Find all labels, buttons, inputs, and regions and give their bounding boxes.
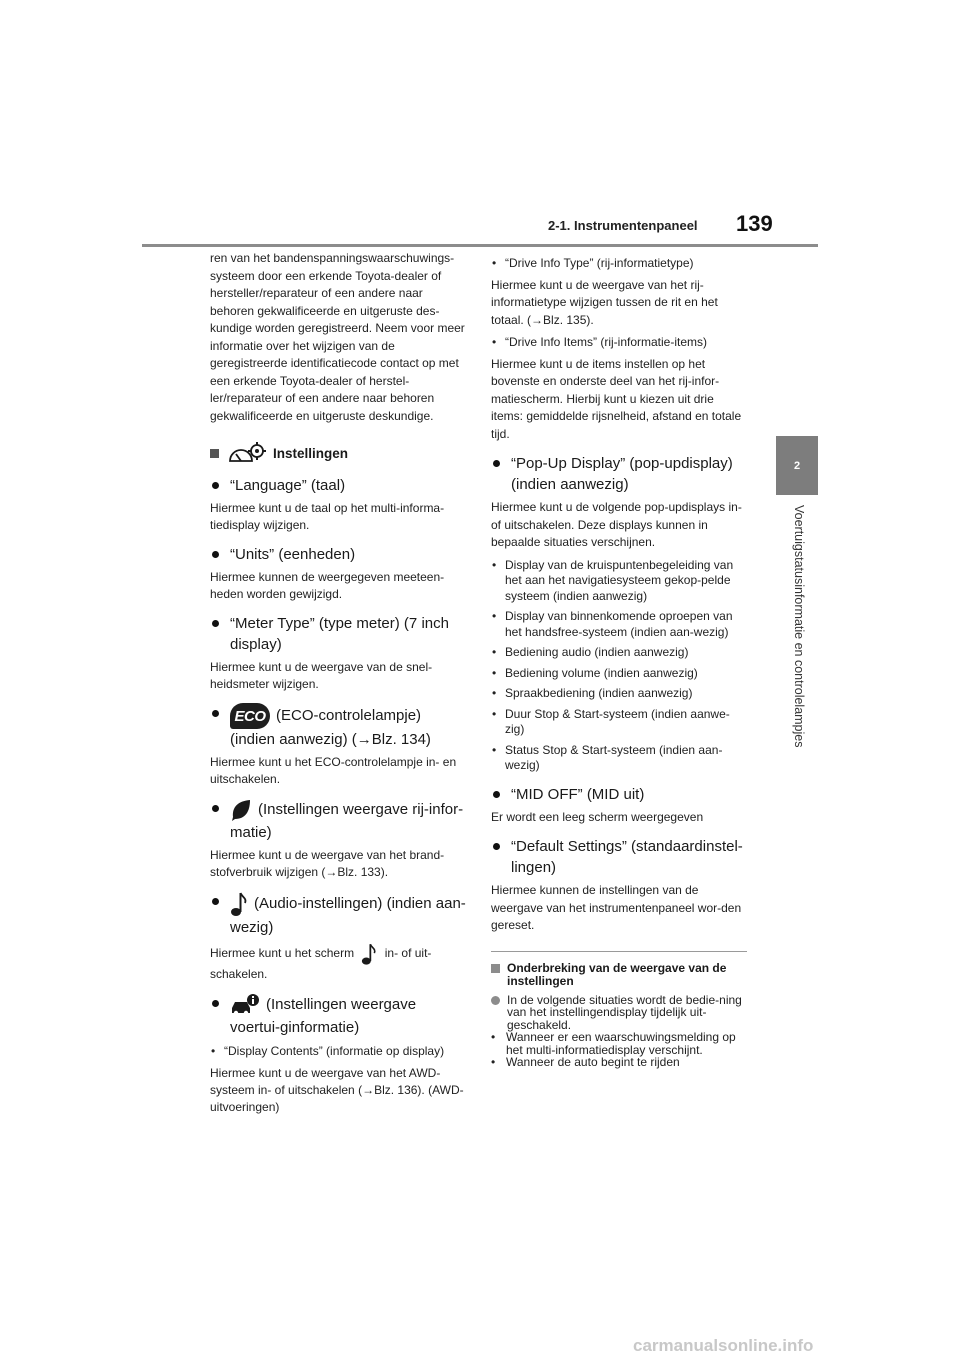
- mid-off-description: Er wordt een leeg scherm weergegeven: [491, 809, 704, 824]
- settings-heading-label: Instellingen: [273, 445, 349, 461]
- popup-item-text: Bediening audio (indien aanwezig): [505, 645, 689, 659]
- drive-info-settings-item: [210, 798, 466, 843]
- bullet-dot-icon: [212, 710, 219, 717]
- bullet-dot-icon: [493, 843, 500, 850]
- mid-off-title: “MID OFF” (MID uit): [511, 785, 645, 803]
- intro-paragraph: ren van het bandenspanningswaarschuwings-systeem door een erkende Toyota-dealer of hersteller/reparateur of een andere naar behoren gekwalificeerde en uitgeruste des-kundige worden geregistreerd. Neem voor meer informatie over het wijzigen van de geregistreerde identificatiecode contact op met een erkende Toyota-dealer of herstel-ler/reparateur of een andere naar behoren gekwalificeerde en uitgeruste deskundige.: [210, 251, 465, 423]
- vehicle-info-item: [210, 993, 466, 1038]
- note-bullet-text: Wanneer de auto begint te rijden: [506, 1055, 680, 1069]
- list-item: [491, 707, 747, 738]
- bullet-dot-icon: [212, 620, 219, 627]
- language-title: “Language” (taal): [230, 477, 346, 494]
- meter-type-title: “Meter Type” (type meter) (7 inch display): [230, 615, 449, 653]
- list-item: [491, 609, 747, 640]
- note-paragraph: [491, 994, 747, 1032]
- drive-info-items-item: [491, 335, 747, 351]
- drive-info-items-description: Hiermee kunt u de items instellen op het bovenste en onderste deel van het rij-infor-matiescherm. Hierbij kunt u kiezen uit drie items: gemiddelde rijsnelheid, afstand en totale tijd.: [491, 356, 742, 441]
- default-settings-title: “Default Settings” (standaardinstel-lingen): [511, 838, 743, 876]
- drive-info-settings-description: Hiermee kunt u de weergave van het brand-stofverbruik wijzigen (→Blz. 133).: [210, 848, 445, 879]
- bullet-mark: •: [492, 686, 497, 700]
- chapter-tab: 2: [776, 436, 818, 495]
- list-item: [491, 686, 747, 702]
- note-bullet: [491, 1056, 747, 1069]
- drive-info-type-item: [491, 256, 747, 272]
- right-column: [491, 250, 747, 1069]
- list-item: [491, 558, 747, 605]
- popup-item-text: Status Stop & Start-systeem (indien aan-wezig): [505, 742, 723, 772]
- vehicle-info-icon: [230, 993, 260, 1017]
- header-rule: [142, 244, 818, 247]
- note-divider: [491, 951, 747, 952]
- bullet-mark: •: [492, 557, 497, 572]
- bullet-mark: •: [492, 665, 497, 680]
- drive-info-type-description: Hiermee kunt u de weergave van het rij-informatietype wijzigen tussen de rit en het totaal. (→Blz. 135).: [491, 277, 718, 327]
- default-settings-item: [491, 836, 747, 878]
- audio-desc-post: in- of uit-schakelen.: [210, 946, 432, 981]
- section-square-icon: [210, 449, 219, 458]
- bullet-dot-icon: [212, 1000, 219, 1007]
- note-heading: [491, 962, 747, 988]
- units-description: Hiermee kunnen de weergegeven meeteen-heden worden gewijzigd.: [210, 570, 445, 601]
- bullet-mark: •: [491, 1030, 496, 1044]
- popup-item-text: Display van binnenkomende oproepen van het handsfree-systeem (indien aan-wezig): [505, 609, 733, 639]
- units-title: “Units” (eenheden): [230, 546, 356, 563]
- bullet-dot-icon: [493, 460, 500, 467]
- bullet-dot-icon: [212, 805, 219, 812]
- eco-title: (ECO-controlelampje) (indien aanwezig) (→Blz. 134): [230, 706, 431, 748]
- watermark: carmanualsonline.info: [633, 1336, 814, 1355]
- bullet-mark: •: [492, 256, 497, 270]
- list-item: [491, 743, 747, 774]
- note-bullet-text: Wanneer er een waarschuwingsmelding op het multi-informatiedisplay verschijnt.: [506, 1030, 736, 1057]
- drive-info-items-title: “Drive Info Items” (rij-informatie-items): [505, 335, 708, 349]
- note-bullet: [491, 1031, 747, 1056]
- popup-display-description: Hiermee kunt u de volgende pop-updisplays in- of uitschakelen. Deze displays kunnen in bepaalde situaties verschijnen.: [491, 500, 742, 549]
- bullet-mark: •: [492, 609, 497, 623]
- chapter-side-title: [785, 505, 807, 775]
- vehicle-info-title: (Instellingen weergave voertui-ginformatie): [230, 995, 417, 1036]
- default-settings-description: Hiermee kunnen de instellingen van de weergave van het instrumentenpaneel wor-den gereset.: [491, 883, 742, 932]
- display-contents-item: [210, 1044, 466, 1060]
- chapter-side-title-text: Voertuigstatusinformatie en controlelampjes: [792, 505, 806, 748]
- bullet-mark: •: [492, 335, 497, 349]
- drive-info-type-title: “Drive Info Type” (rij-informatietype): [505, 256, 694, 270]
- left-column: [210, 250, 466, 1122]
- bullet-mark: •: [491, 1055, 496, 1069]
- language-item: [210, 475, 466, 496]
- bullet-dot-icon: [212, 898, 219, 905]
- music-note-icon: [230, 891, 248, 917]
- audio-settings-title: (Audio-instellingen) (indien aan-wezig): [230, 894, 466, 936]
- popup-item-text: Bediening volume (indien aanwezig): [505, 665, 698, 680]
- eco-description: Hiermee kunt u het ECO-controlelampje in- en uitschakelen.: [210, 755, 457, 786]
- bullet-dot-icon: [212, 551, 219, 558]
- settings-heading: [210, 441, 466, 465]
- eco-item: [210, 703, 466, 750]
- popup-display-title: “Pop-Up Display” (pop-updisplay) (indien aanwezig): [511, 455, 733, 493]
- note-square-icon: [491, 964, 500, 973]
- meter-type-description: Hiermee kunt u de weergave van de snel-heidsmeter wijzigen.: [210, 660, 433, 691]
- popup-display-item: [491, 453, 747, 495]
- language-description: Hiermee kunt u de taal op het multi-informa-tiedisplay wijzigen.: [210, 501, 445, 532]
- audio-settings-item: [210, 891, 466, 938]
- display-contents-title: “Display Contents” (informatie op display): [224, 1044, 445, 1058]
- bullet-mark: •: [492, 706, 497, 721]
- note-heading-text: Onderbreking van de weergave van de instellingen: [507, 960, 727, 988]
- audio-desc-pre: Hiermee kunt u het scherm: [210, 946, 355, 961]
- list-item: [491, 666, 747, 682]
- bullet-mark: •: [211, 1044, 216, 1058]
- popup-item-text: Display van de kruispuntenbegeleiding van het aan het navigatiesysteem gekop-pelde systeem (indien aanwezig): [505, 557, 734, 603]
- bullet-mark: •: [492, 645, 497, 659]
- bullet-mark: •: [492, 742, 497, 757]
- bullet-dot-icon: [212, 482, 219, 489]
- mid-off-item: [491, 784, 747, 805]
- eco-indicator-icon: ECO: [230, 703, 270, 729]
- note-dot-icon: [491, 996, 500, 1005]
- audio-settings-description: [210, 942, 466, 983]
- display-contents-description: Hiermee kunt u de weergave van het AWD-systeem in- of uitschakelen (→Blz. 136). (AWD-uitvoeringen): [210, 1065, 464, 1114]
- popup-item-text: Duur Stop & Start-systeem (indien aanwe-zig): [505, 706, 730, 736]
- page-number: 139: [736, 211, 773, 236]
- note-paragraph-text: In de volgende situaties wordt de bedie-ning van het instellingendisplay tijdelijk uit-geschakeld.: [507, 992, 742, 1032]
- units-item: [210, 544, 466, 565]
- meter-type-item: [210, 613, 466, 655]
- bullet-dot-icon: [493, 791, 500, 798]
- music-note-icon: [361, 942, 377, 966]
- drive-info-settings-title: (Instellingen weergave rij-infor-matie): [230, 800, 464, 841]
- list-item: [491, 645, 747, 661]
- fuel-leaf-icon: [230, 798, 252, 822]
- section-title: 2-1. Instrumentenpaneel: [548, 218, 698, 233]
- popup-item-text: Spraakbediening (indien aanwezig): [505, 686, 693, 700]
- meter-settings-icon: [227, 441, 267, 465]
